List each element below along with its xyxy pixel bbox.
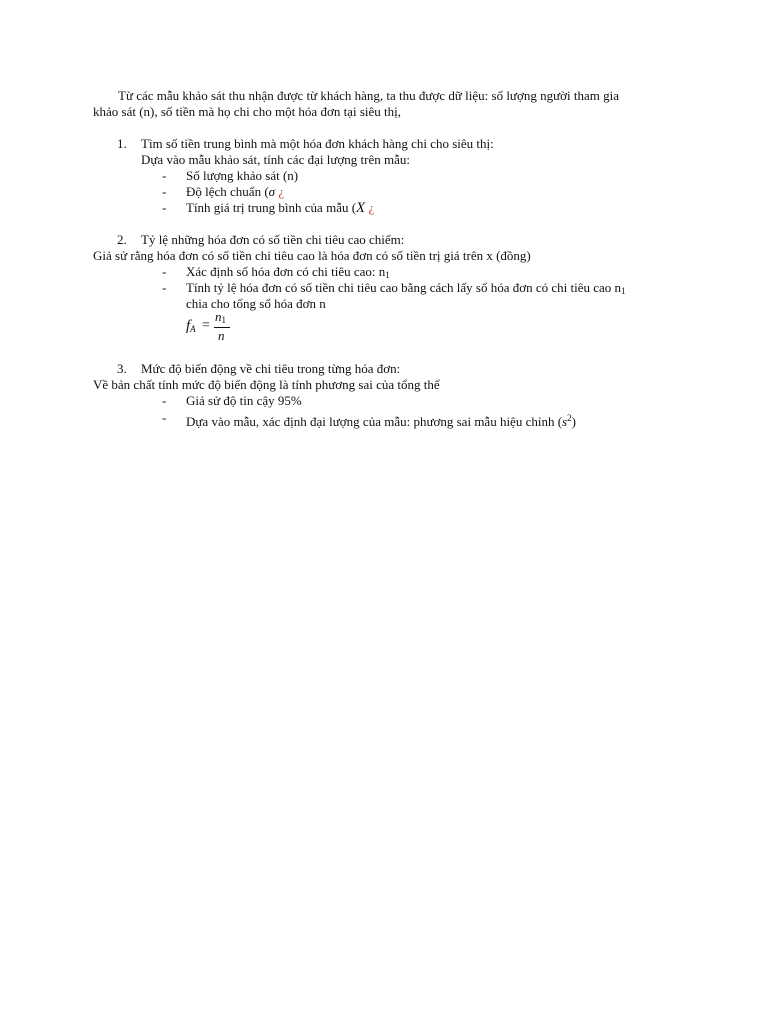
- intro-line-2: khảo sát (n), số tiền mà họ chi cho một hóa đơn tại siêu thị,: [93, 104, 401, 119]
- variance-sup: 2: [567, 413, 572, 423]
- section2-item-2-text: Tính tỷ lệ hóa đơn có số tiền chi tiêu cao bằng cách lấy số hóa đơn có chi tiêu cao n: [186, 280, 622, 295]
- section2-item-2-sub: 1: [621, 286, 626, 296]
- section1-item-2-tail: ¿: [278, 184, 285, 199]
- intro-line-1: Từ các mẫu khảo sát thu nhận được từ khách hàng, ta thu được dữ liệu: số lượng người tham gia: [118, 88, 620, 103]
- section3-item-2-tail: ): [571, 414, 576, 429]
- formula-denominator: n: [218, 328, 225, 343]
- section3-item-1-bullet: -: [162, 393, 167, 408]
- section1-item-2: [186, 184, 284, 200]
- section3-number: 3.: [117, 361, 127, 376]
- section3-title: Mức độ biến động về chi tiêu trong từng hóa đơn:: [141, 361, 401, 376]
- section1-item-2-text: Độ lệch chuẩn (: [186, 184, 269, 199]
- section2-item-2-bullet: -: [162, 280, 167, 295]
- section1-item-3-text: Tính giá trị trung bình của mẫu (: [186, 200, 357, 215]
- section3-item-2-bullet: -: [162, 410, 167, 425]
- formula-numerator: [215, 309, 226, 328]
- section2-item-1-text: Xác định số hóa đơn có chi tiêu cao: n: [186, 264, 386, 279]
- section1-subtitle: Dựa vào mẫu khảo sát, tính các đại lượng trên mẫu:: [141, 152, 410, 167]
- formula-lhs: [186, 318, 196, 337]
- section1-item-1: Số lượng khảo sát (n): [186, 168, 299, 183]
- section1-item-1-bullet: -: [162, 168, 167, 183]
- formula-f: f: [186, 318, 191, 334]
- section1-item-2-bullet: -: [162, 184, 167, 199]
- section1-title: Tìm số tiền trung bình mà một hóa đơn khách hàng chi cho siêu thị:: [141, 136, 494, 151]
- section1-item-3: [186, 200, 374, 216]
- formula-num-sub: 1: [221, 315, 226, 325]
- section2-title: Tỷ lệ những hóa đơn có số tiền chi tiêu cao chiếm:: [141, 232, 405, 247]
- section2-item-1-sub: 1: [385, 270, 390, 280]
- section3-intro: Về bản chất tính mức độ biến động là tính phương sai của tổng thể: [93, 377, 440, 392]
- formula-equals: =: [202, 318, 210, 333]
- sigma-symbol: σ: [268, 184, 276, 199]
- section3-item-2: [186, 410, 576, 430]
- section2-item-2-cont: chia cho tổng số hóa đơn n: [186, 296, 326, 311]
- section2-item-1-bullet: -: [162, 264, 167, 279]
- section3-item-2-text: Dựa vào mẫu, xác định đại lượng của mẫu: phương sai mẫu hiệu chỉnh (: [186, 414, 563, 429]
- section1-item-3-bullet: -: [162, 200, 167, 215]
- section2-intro: Giả sử rằng hóa đơn có số tiền chi tiêu cao là hóa đơn có số tiền trị giá trên x (đồng): [93, 248, 531, 263]
- section3-item-1: Giả sử độ tin cậy 95%: [186, 393, 302, 408]
- section1-number: 1.: [117, 136, 127, 151]
- section2-number: 2.: [117, 232, 127, 247]
- formula-lhs-sub: A: [190, 324, 196, 334]
- variance-s-symbol: s: [562, 414, 568, 429]
- mean-x-symbol: X: [356, 200, 366, 216]
- section1-item-3-tail: ¿: [368, 200, 375, 215]
- formula-num: n: [215, 309, 222, 324]
